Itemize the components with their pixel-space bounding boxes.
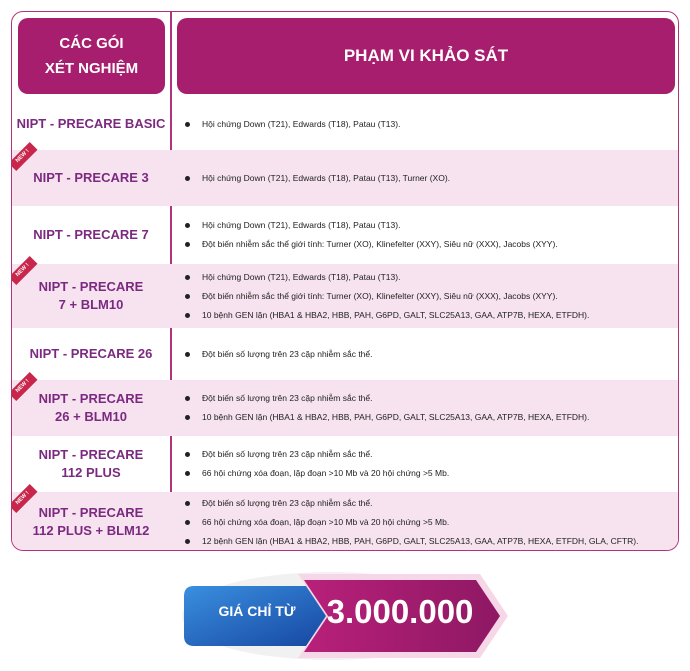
new-badge: NEW ! — [11, 256, 37, 285]
table-row — [12, 150, 679, 206]
package-name-line1: NIPT - PRECARE — [38, 391, 144, 406]
package-name-line2: 26 + BLM10 — [55, 409, 127, 424]
new-badge: NEW ! — [11, 372, 37, 401]
scope-item: Đột biến số lượng trên 23 cặp nhiễm sắc thể. — [202, 445, 672, 464]
scope-item: Đột biến số lượng trên 23 cặp nhiễm sắc thể. — [202, 389, 672, 408]
table-row — [12, 328, 679, 380]
scope-header — [177, 18, 675, 94]
new-badge: NEW ! — [11, 484, 37, 513]
package-name — [12, 380, 170, 436]
scope-list — [202, 98, 672, 150]
table-row — [12, 206, 679, 264]
scope-item: Đột biến số lượng trên 23 cặp nhiễm sắc thể. — [202, 494, 672, 513]
scope-item: Hội chứng Down (T21), Edwards (T18), Patau (T13), Turner (XO). — [202, 169, 672, 188]
pricing-table — [11, 11, 679, 551]
scope-list — [202, 264, 672, 328]
packages-header-line2: XÉT NGHIỆM — [44, 60, 139, 77]
package-name-line1: NIPT - PRECARE — [38, 279, 144, 294]
package-name-line2: 112 PLUS — [61, 465, 121, 480]
scope-list — [202, 380, 672, 436]
package-name-line1: NIPT - PRECARE 3 — [33, 170, 149, 185]
package-name-line1: NIPT - PRECARE 26 — [29, 346, 153, 361]
package-name-line1: NIPT - PRECARE — [38, 447, 144, 462]
scope-item: 66 hội chứng xóa đoạn, lặp đoạn >10 Mb và 20 hội chứng >5 Mb. — [202, 513, 672, 532]
table-row — [12, 436, 679, 492]
scope-header-label: PHẠM VI KHẢO SÁT — [343, 46, 509, 65]
packages-header-line1: CÁC GÓI — [59, 35, 124, 52]
price-value: 3.000.000 — [326, 593, 474, 630]
scope-list — [202, 150, 672, 206]
scope-item: Đột biến số lượng trên 23 cặp nhiễm sắc thể. — [202, 345, 672, 364]
scope-item: 66 hội chứng xóa đoạn, lặp đoạn >10 Mb và 20 hội chứng >5 Mb. — [202, 464, 672, 483]
package-name — [12, 492, 170, 551]
package-name-line2: 112 PLUS + BLM12 — [32, 523, 150, 538]
package-name — [12, 98, 170, 150]
package-name — [12, 436, 170, 492]
package-name-line1: NIPT - PRECARE BASIC — [16, 116, 166, 131]
price-banner — [180, 570, 510, 662]
table-row — [12, 380, 679, 436]
packages-header — [18, 18, 165, 94]
package-name-line1: NIPT - PRECARE — [38, 505, 144, 520]
scope-item: 12 bệnh GEN lặn (HBA1 & HBA2, HBB, PAH, G6PD, GALT, SLC25A13, GAA, ATP7B, HEXA, ETFDH, GLA, CFTR). — [202, 532, 672, 551]
scope-item: Hội chứng Down (T21), Edwards (T18), Patau (T13). — [202, 115, 672, 134]
scope-item: Hội chứng Down (T21), Edwards (T18), Patau (T13). — [202, 216, 672, 235]
scope-list — [202, 436, 672, 492]
table-row — [12, 492, 679, 551]
price-label: GIÁ CHỈ TỪ — [218, 603, 296, 619]
scope-list — [202, 328, 672, 380]
scope-list — [202, 206, 672, 264]
table-row — [12, 98, 679, 150]
scope-item: 10 bệnh GEN lặn (HBA1 & HBA2, HBB, PAH, G6PD, GALT, SLC25A13, GAA, ATP7B, HEXA, ETFDH). — [202, 306, 672, 325]
package-name-line2: 7 + BLM10 — [58, 297, 124, 312]
table-row — [12, 264, 679, 328]
scope-list — [202, 492, 672, 551]
package-name — [12, 328, 170, 380]
scope-item: Đột biến nhiễm sắc thể giới tính: Turner (XO), Klinefelter (XXY), Siêu nữ (XXX), Jacobs (XYY). — [202, 235, 672, 254]
package-name-line1: NIPT - PRECARE 7 — [33, 227, 149, 242]
package-name — [12, 150, 170, 206]
scope-item: Đột biến nhiễm sắc thể giới tính: Turner (XO), Klinefelter (XXY), Siêu nữ (XXX), Jacobs (XYY). — [202, 287, 672, 306]
scope-item: Hội chứng Down (T21), Edwards (T18), Patau (T13). — [202, 268, 672, 287]
package-name — [12, 206, 170, 264]
package-name — [12, 264, 170, 328]
scope-item: 10 bệnh GEN lặn (HBA1 & HBA2, HBB, PAH, G6PD, GALT, SLC25A13, GAA, ATP7B, HEXA, ETFDH). — [202, 408, 672, 427]
new-badge: NEW ! — [11, 142, 37, 171]
